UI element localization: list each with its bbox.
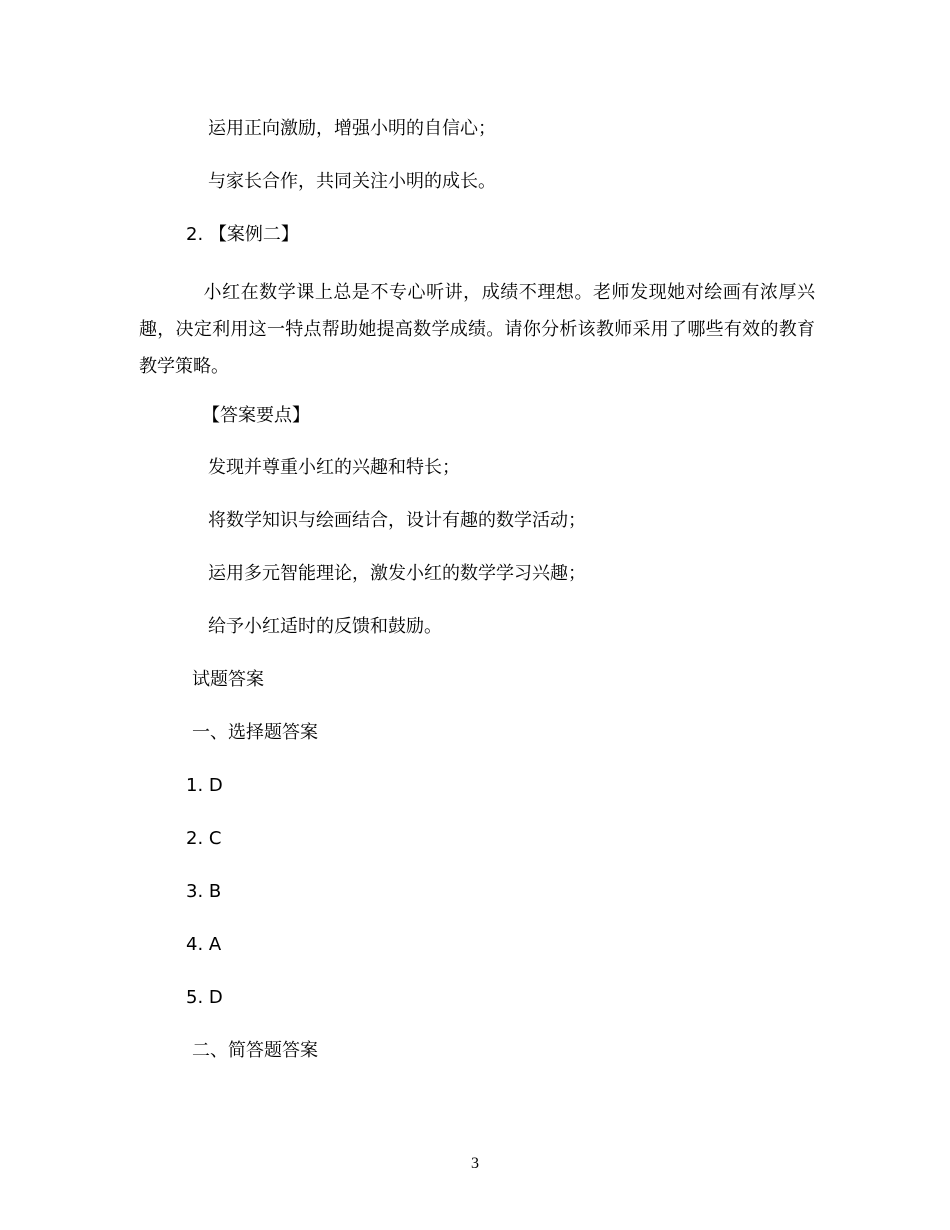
case2-answer-item: 发现并尊重小红的兴趣和特长； <box>208 457 460 478</box>
section1-title: 一、选择题答案 <box>192 722 318 743</box>
case1-answer-item: 运用正向激励，增强小明的自信心； <box>208 118 496 139</box>
case2-body-text: 小红在数学课上总是不专心听讲，成绩不理想。老师发现她对绘画有浓厚兴趣，决定利用这一特点帮助她提高数学成绩。请你分析该教师采用了哪些有效的教育教学策略。 <box>139 282 815 377</box>
case2-answer-item: 运用多元智能理论，激发小红的数学学习兴趣； <box>208 563 586 584</box>
case2-answer-item: 将数学知识与绘画结合，设计有趣的数学活动； <box>208 510 586 531</box>
case2-heading: 2. 【案例二】 <box>186 224 299 245</box>
section2-title: 二、简答题答案 <box>192 1040 318 1061</box>
choice-answer: 2. C <box>186 828 222 849</box>
choice-answer: 4. A <box>186 934 222 955</box>
answers-title: 试题答案 <box>192 669 264 690</box>
choice-answer: 3. B <box>186 881 222 902</box>
case1-answer-item: 与家长合作，共同关注小明的成长。 <box>208 171 496 192</box>
choice-answer: 5. D <box>186 987 223 1008</box>
choice-answer: 1. D <box>186 775 223 796</box>
case2-answer-item: 给予小红适时的反馈和鼓励。 <box>208 616 442 637</box>
page-number: 3 <box>471 1155 479 1172</box>
case2-body-paragraph <box>139 274 815 385</box>
case2-answer-heading: 【答案要点】 <box>202 405 310 426</box>
